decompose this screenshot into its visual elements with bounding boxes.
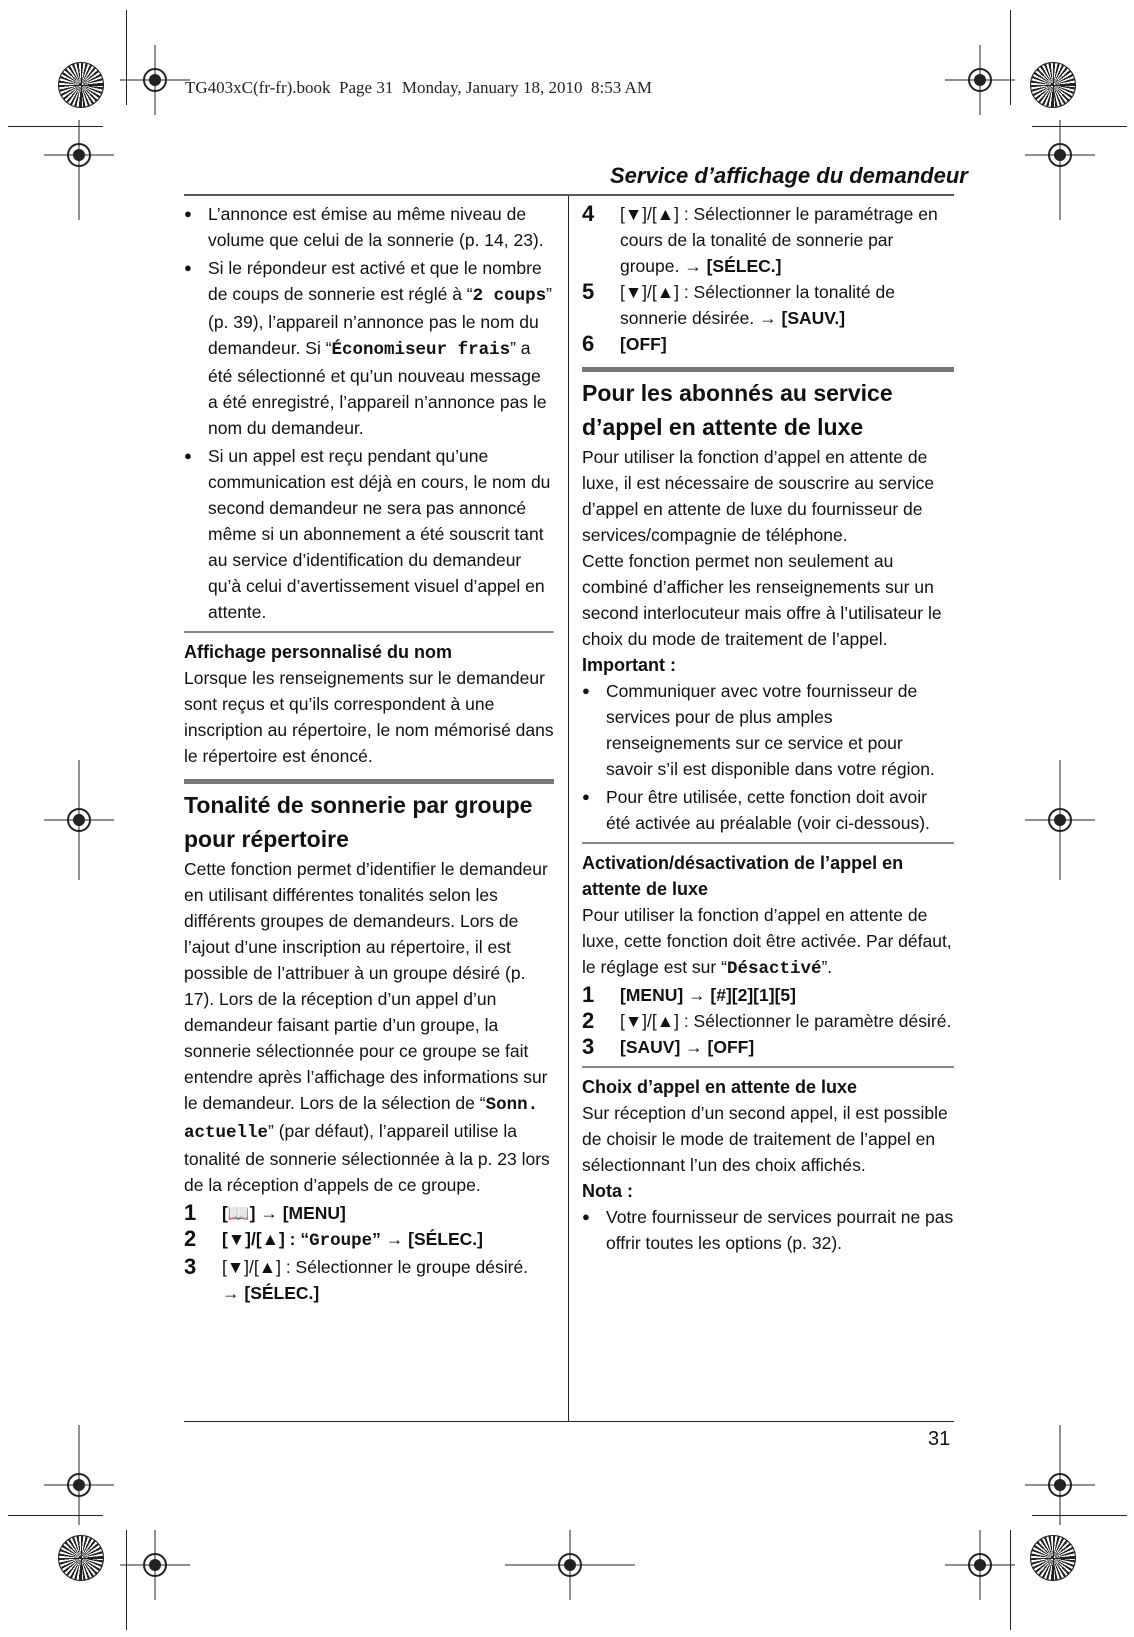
list-item: ● Pour être utilisée, cette fonction doit avoir été activée au préalable (voir ci-dessous). bbox=[582, 784, 954, 836]
crosshair-icon bbox=[945, 45, 1015, 115]
subscribers-text-2: Cette fonction permet non seulement au combiné d’afficher les renseignements sur un second interlocuteur mais offre à l’utilisateur le choix du mode de traitement de l’appel. bbox=[582, 551, 942, 649]
list-item: ● Communiquer avec votre fournisseur de services pour de plus amples renseignements sur ce service et pour savoir s’il est disponible dans votre région. bbox=[582, 678, 954, 782]
crosshair-icon bbox=[44, 760, 114, 880]
activation-step-2: 2 [▼]/[▲] : Sélectionner le paramètre désiré. bbox=[582, 1008, 952, 1033]
divider bbox=[582, 842, 954, 844]
step-3: 3 [▼]/[▲] : Sélectionner le groupe désiré. → [SÉLEC.] bbox=[184, 1254, 529, 1303]
divider bbox=[582, 1066, 954, 1068]
list-item: ● L’annonce est émise au même niveau de volume que celui de la sonnerie (p. 14, 23). bbox=[184, 201, 554, 253]
subscribers-text-1: Pour utiliser la fonction d’appel en attente de luxe, il est nécessaire de souscrire au service d’appel en attente de luxe du fournisseur de services/compagnie de téléphone. bbox=[582, 447, 935, 545]
list-item: ● Si un appel est reçu pendant qu’une communication est déjà en cours, le nom du second demandeur ne sera pas annoncé même si un abonnement a été souscrit tant au service d’identification du demandeur qu’à celui d’avertissement visuel d’appel en attente. bbox=[184, 443, 554, 625]
book-info-line: TG403xC(fr-fr).book Page 31 Monday, January 18, 2010 8:53 AM bbox=[185, 78, 652, 97]
choice-text: Sur réception d’un second appel, il est possible de choisir le mode de traitement de l’appel en sélectionnant l’un des choix affichés. bbox=[582, 1103, 948, 1175]
crosshair-icon bbox=[1025, 120, 1095, 220]
activation-heading: Activation/désactivation de l’appel en attente de luxe bbox=[582, 853, 904, 899]
header-rule bbox=[184, 194, 954, 196]
crosshair-icon bbox=[505, 1530, 635, 1600]
important-label: Important : bbox=[582, 655, 676, 675]
activation-text: Pour utiliser la fonction d’appel en attente de luxe, cette fonction doit être activée. Par défaut, le réglage est sur “Désactivé”. bbox=[582, 905, 952, 979]
custom-name-heading: Affichage personnalisé du nom bbox=[184, 642, 453, 662]
step-2: 2 [▼]/[▲] : “Groupe” → [SÉLEC.] bbox=[184, 1226, 483, 1251]
crosshair-icon bbox=[44, 1425, 114, 1525]
section-title: Service d’affichage du demandeur bbox=[610, 163, 968, 188]
divider bbox=[184, 779, 554, 784]
crosshair-icon bbox=[945, 1530, 1015, 1600]
list-item: ● Votre fournisseur de services pourrait ne pas offrir toutes les options (p. 32). bbox=[582, 1204, 954, 1256]
step-5: 5 [▼]/[▲] : Sélectionner la tonalité de sonnerie désirée. → [SAUV.] bbox=[582, 279, 895, 328]
registration-target-icon bbox=[1030, 62, 1076, 108]
right-column bbox=[582, 201, 954, 1258]
crosshair-icon bbox=[1025, 1425, 1095, 1525]
registration-target-icon bbox=[58, 62, 104, 108]
subscribers-heading: Pour les abonnés au service d’appel en attente de luxe bbox=[582, 380, 893, 440]
crosshair-icon bbox=[120, 1530, 190, 1600]
group-heading: Tonalité de sonnerie par groupe pour répertoire bbox=[184, 792, 533, 852]
list-item: ● Si le répondeur est activé et que le nombre de coups de sonnerie est réglé à “2 coups” (p. 39), l’appareil n’annonce pas le nom du demandeur. Si “Économiseur frais” a été sélectionné et qu’un nouveau message a été enregistré, l’appareil n’annonce pas le nom du demandeur. bbox=[184, 255, 554, 441]
footer-rule bbox=[184, 1421, 954, 1422]
left-column bbox=[184, 201, 554, 1306]
crosshair-icon bbox=[44, 120, 114, 220]
step-1: 1 [📖] → [MENU] bbox=[184, 1200, 346, 1225]
registration-target-icon bbox=[58, 1535, 104, 1581]
divider bbox=[184, 631, 554, 633]
group-text: Cette fonction permet d’identifier le demandeur en utilisant différentes tonalités selon les différents groupes de demandeurs. Lors de l’ajout d’une inscription au répertoire, il est possible de l’attribuer à un groupe désiré (p. 17). Lors de la réception d’un appel d’un demandeur faisant partie d’un groupe, la sonnerie sélectionnée pour ce groupe se fait entendre après l’affichage des informations sur le demandeur. Lors de la sélection de “Sonn. actuelle” (par défaut), l’appareil utilise la tonalité de sonnerie sélectionnée à la p. 23 lors de la réception d’appels de ce groupe. bbox=[184, 859, 550, 1195]
step-6: 6 [OFF] bbox=[582, 331, 667, 356]
choice-heading: Choix d’appel en attente de luxe bbox=[582, 1077, 858, 1097]
step-4: 4 [▼]/[▲] : Sélectionner le paramétrage en cours de la tonalité de sonnerie par groupe. → [SÉLEC.] bbox=[582, 201, 938, 276]
registration-target-icon bbox=[1030, 1535, 1076, 1581]
column-divider bbox=[568, 196, 569, 1421]
activation-step-1: 1 [MENU] → [#][2][1][5] bbox=[582, 982, 796, 1007]
custom-name-text: Lorsque les renseignements sur le demandeur sont reçus et qu’ils correspondent à une inscription au répertoire, le nom mémorisé dans le répertoire est énoncé. bbox=[184, 668, 554, 766]
nota-label: Nota : bbox=[582, 1181, 633, 1201]
activation-step-3: 3 [SAUV] → [OFF] bbox=[582, 1034, 755, 1059]
crosshair-icon bbox=[1025, 760, 1095, 880]
divider bbox=[582, 367, 954, 372]
crosshair-icon bbox=[120, 45, 190, 115]
page-number: 31 bbox=[928, 1428, 951, 1450]
